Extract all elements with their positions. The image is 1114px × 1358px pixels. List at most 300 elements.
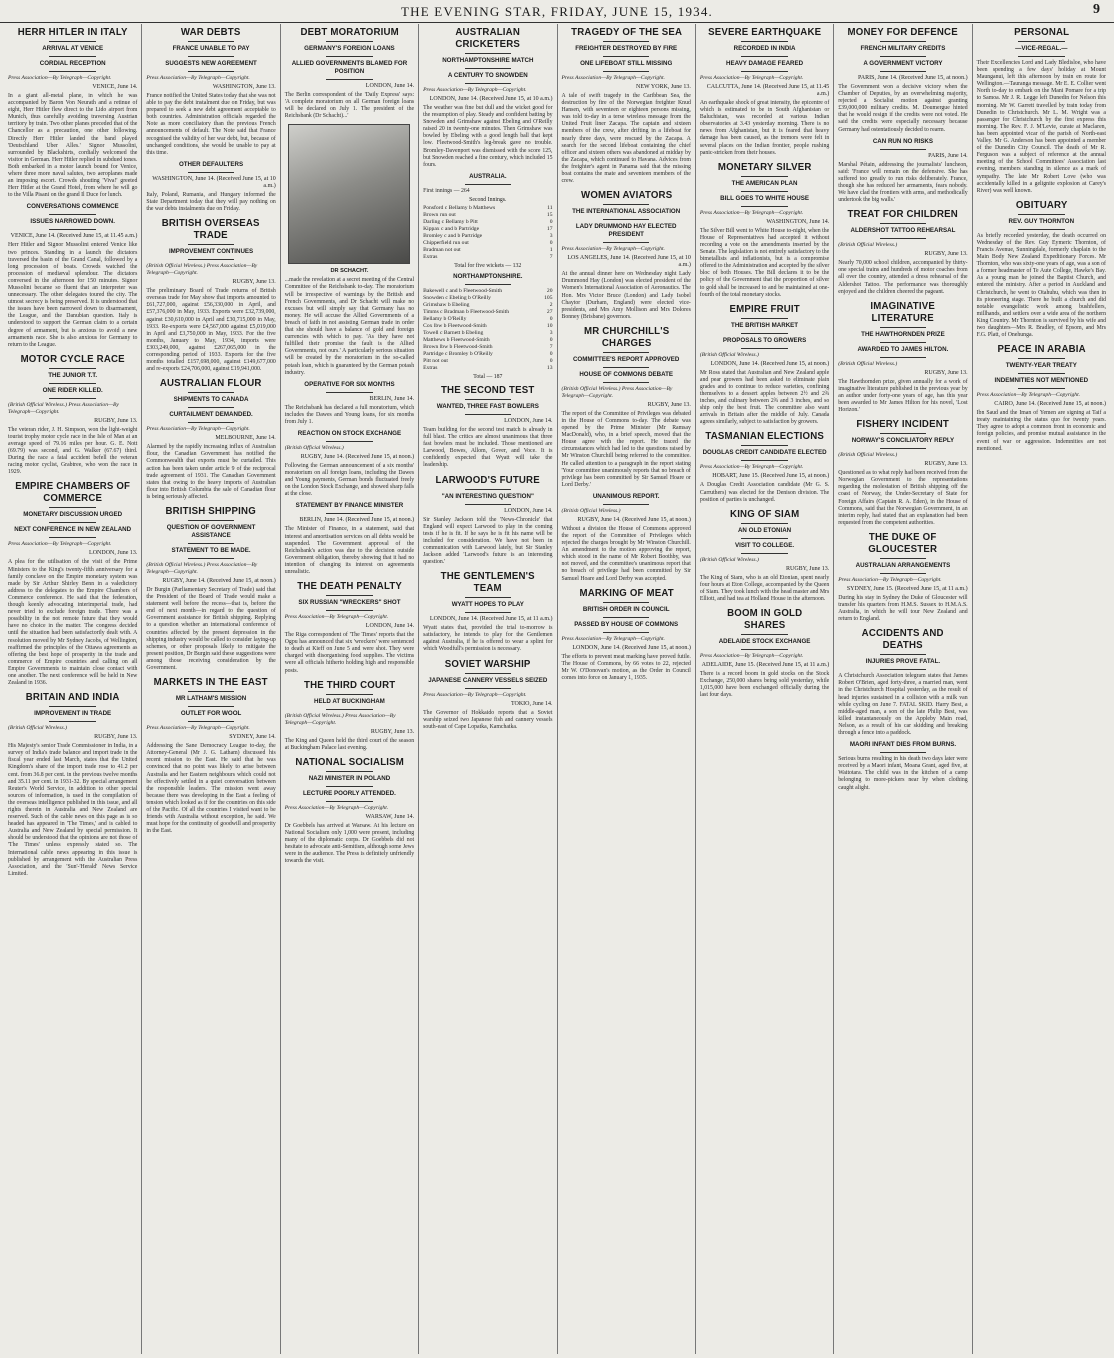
subhead-rule: [741, 649, 788, 650]
article-subhead: LECTURE POORLY ATTENDED.: [303, 789, 396, 797]
batsman-cell: Bakewell c and b Fleetwood-Smith: [423, 287, 503, 294]
batsman-cell: Cox lbw b Fleetwood-Smith: [423, 322, 487, 329]
article-body: In a giant all-metal plane, in which he was accompanied by Baron Von Neurath and a retinue of eight, Herr Hitler flew direct to the Lido airport from Munich, thus carefully avoiding traversing Austrian territory by train. Two other planes preceded that of the Chancellor as a precaution, one other following. Directly Herr Hitler landed the band played 'Deutschland Uber Alles.' Signor Mussolini, surrounded by Blackshirts, cordially welcomed the visitor in German. Herr Hitler replied in subdued tones. Both embarked in a motor launch bound for Venice, where three more naval salutes, two aeroplanes made an imposing escort. Crowds shouting 'Viva!' greeted Herr Hitler at the Grand Hotel, from where he will go to the Villa Pisani on the grand Il Duce for lunch.: [8, 93, 138, 199]
headline-rule: [465, 597, 512, 598]
press-credit: Press Association—By Telegraph—Copyright.: [699, 75, 804, 81]
article-subhead: SHIPMENTS TO CANADA: [173, 396, 249, 404]
scoreboard-table: [423, 288, 552, 372]
article: [423, 273, 552, 380]
dateline: SYDNEY, June 14.: [229, 734, 276, 741]
runs-cell: 1: [549, 246, 553, 253]
subhead-rule: [1018, 388, 1065, 389]
runs-cell: 0: [549, 350, 553, 357]
article: [146, 505, 275, 672]
runs-cell: 7: [549, 343, 553, 350]
article-headline: OBITUARY: [1015, 198, 1068, 211]
subhead-rule: [326, 709, 373, 710]
article-subhead: VISIT TO COLLEGE.: [735, 541, 795, 549]
article-body: Addressing the Sane Democracy League to-day, the Attorney-General (Mr J. G. Latham) discussed his recent mission to the East. He said that he was convinced that no point was likely to arise between Australia and her Eastern neighbours which could not be effectively settled in a quiet conversation between the responsible leaders. The mission went away because there was developing in the East a feeling of tension which looked as if for the countries on this side of the Pacific. Of all the countries I visited want to be friends with Australia without exception, he said. We must hope for the continuity of goodwill and prosperity in the East.: [146, 743, 276, 835]
article-headline: MONETARY SILVER: [717, 160, 812, 173]
article: [562, 26, 691, 185]
article-subhead: QUESTION OF GOVERNMENT ASSISTANCE: [166, 524, 256, 539]
headline-rule: [741, 445, 788, 446]
subhead-rule: [465, 184, 512, 185]
photo-caption: DR SCHACHT.: [330, 268, 369, 275]
article-body: The King of Siam, who is an old Etonian, spent nearly four hours at Eton College, accompanied by the Queen of Siam. They took lunch with the head master and Mrs Elliott, and had tea at Holland House in the afternoon.: [699, 574, 830, 602]
subhead-rule: [49, 229, 96, 230]
subhead-rule: [603, 219, 650, 220]
article-headline: DEBT MORATORIUM: [300, 26, 399, 38]
article-subhead: INDEMNITIES NOT MENTIONED: [994, 377, 1089, 385]
article: [977, 343, 1106, 453]
article-body: Their Excellencies Lord and Lady Bledisloe, who have been spending a few days' holiday at Mount Maunganui, left this afternoon by train en route for Wellington.—Tauranga message. Mr E. E. Collier went North to-day to embark on the Mani Pomare for a trip to Samoa. Mr J. R. Legge left Dunedin for Nelson this morning. Mr W. Garrett travelled by train today from Dunedin to Christchurch. Mr L. M. Wright was a passenger for Christchurch by the first express this morning. The Rev. F. J. M'Levie, curate at Maclaren, has been appointed vicar of the parish of North-east Valley. Mr G. Anderson has been appointed a member of the Dunedin City Council. The death of Mr R. Ferguson was a subject of reference at the annual meeting of the School Committees' Association last evening, members standing in silence as a mark of sympathy. The late Mr Robert Love (who was accidentally killed in a gelignite explosion at Carey's River) was well known.: [976, 60, 1106, 194]
article: [146, 676, 275, 835]
article: [8, 353, 137, 477]
article-headline: THE SECOND TEST: [441, 383, 535, 396]
batsman-cell: Extras: [423, 253, 438, 260]
article-body: A plea for the utilisation of the visit of the Prime Ministers to the King's twenty-fifth anniversary for a family conclave on the Empire monetary system was made by Sir Arthur Shirley Benn in a valedictory address to the delegates to the Empire Chambers of Commerce conference. He said that the federation, though keenly advocating interimperial trade, had never tried to exclude foreign trade. There was a possibility in the not remote future that they would have no choice in the matter. The congress decided until the situation had been satisfactorily dealt with. A resolution moved by Mr Sydney Jacobs, of Wellington, reaffirmed the principles of the Ottawa agreements as offering the best hope of prosperity in the trade and commerce of Empire countries and calling on all Empire Governments to maintain close contact with one another. The next conference will be held in New Zealand in 1936.: [8, 559, 138, 687]
headline-rule: [465, 489, 512, 490]
runs-cell: 0: [549, 357, 553, 364]
article-subhead: TWENTY-YEAR TREATY: [1005, 362, 1077, 370]
article-subhead: NORTHAMPTONSHIRE MATCH: [442, 57, 534, 64]
article: [146, 26, 275, 157]
article: [8, 480, 137, 687]
subhead-rule: [741, 538, 788, 539]
article-headline: MR CHURCHILL'S CHARGES: [583, 324, 669, 349]
press-credit: (British Official Wireless.): [699, 556, 759, 563]
dateline: LONDON, June 14.: [504, 417, 553, 424]
scoreboard-row: [423, 288, 552, 295]
article-subhead: STATEMENT BY FINANCE MINISTER: [295, 502, 404, 510]
article-subhead: INJURIES PROVE FATAL.: [865, 658, 941, 666]
article-headline: BOOM IN GOLD SHARES: [726, 607, 803, 632]
article-subhead: THE JUNIOR T.T.: [48, 371, 98, 379]
article-body: A Douglas Credit Association candidate (Mr G. S. Carruthers) was elected for the Denison division. The position of parties is unchanged.: [699, 482, 830, 503]
subhead-rule: [326, 786, 373, 787]
article: [285, 381, 414, 426]
article: [700, 303, 829, 427]
article-headline: BRITISH OVERSEAS TRADE: [162, 217, 261, 242]
dateline: WASHINGTON, June 13.: [212, 84, 276, 90]
article-subhead: UNANIMOUS REPORT.: [592, 492, 660, 500]
subhead-rule: [49, 522, 96, 523]
dateline: LONDON, June 14.: [365, 83, 415, 89]
article-subhead: IMPROVEMENT CONTINUES: [168, 248, 254, 256]
article-body: The preliminary Board of Trade returns of British overseas trade for May show that imports amounted to £61,727,000, against £56,330,000 in April, and £57,376,000 in May, 1933. Exports were £32,739,000, against £30,610,000 in April and £30,715,000 in May, 1933. Re-exports were £4,567,000 against £5,019,000 in April and £3,750,000 in May, 1933. For the five months, January to May, 1934, imports were £303,249,000, against £267,065,000 in the corresponding period of 1933. Exports for the five months totalled £157,698,000, against £149,677,000 and re-exports £24,706,000, against £19,941,000.: [146, 288, 276, 373]
article-headline: NATIONAL SOCIALISM: [295, 755, 404, 768]
dateline: WASHINGTON, June 14.: [766, 218, 830, 225]
article-body: The Berlin correspondent of the 'Daily Express' says: 'A complete moratorium on all German foreign loans will be declared on July 1. The president of the Reichsbank (Dr Schacht)...': [284, 92, 415, 120]
subhead-rule: [880, 71, 927, 72]
headline-rule: [465, 673, 512, 674]
article-subhead: ONE LIFEBOAT STILL MISSING: [580, 60, 673, 67]
headline-rule: [880, 654, 927, 655]
press-credit: Press Association—By Telegraph—Copyright.: [146, 725, 250, 732]
article-subhead: MONETARY DISCUSSION URGED: [23, 511, 123, 519]
subhead-rule: [188, 422, 235, 423]
scoreboard-row: [423, 316, 552, 323]
press-credit: (British Official Wireless.): [838, 452, 898, 459]
subhead-rule: [1018, 229, 1065, 230]
article-headline: LARWOOD'S FUTURE: [435, 473, 540, 486]
article-body: The veteran rider, J. H. Simpson, won the light-weight tourist trophy motor cycle race in the Isle of Man at an average speed of 79.16 miles per hour. G. E. Nott (69.79) was second, and G. Walker (67.67) third. During the race a fatal accident befell the veteran racing motor cyclist, Grabtree, who won the race in 1929.: [8, 426, 138, 476]
dateline: LOS ANGELES, June 14. (Received June 15, at 10 a.m.): [567, 255, 691, 269]
subhead-rule: [603, 56, 650, 57]
subhead-rule: [880, 357, 927, 358]
press-credit: Press Association—By Telegraph—Copyright.: [838, 576, 942, 583]
subhead-rule: [188, 558, 235, 559]
headline-rule: [1018, 358, 1065, 359]
article-subhead: OUTLET FOR WOOL: [180, 710, 242, 718]
article-headline: EMPIRE CHAMBERS OF COMMERCE: [15, 480, 131, 505]
dateline: RUGBY, June 13.: [924, 369, 968, 376]
article-headline: THE GENTLEMEN'S TEAM: [440, 570, 535, 595]
batsman-cell: Grimshaw b Ebeling: [423, 301, 470, 308]
article: [423, 173, 552, 269]
press-credit: Press Association—By Telegraph—Copyright.: [699, 464, 804, 471]
headline-rule: [465, 399, 512, 400]
article-body: A Christchurch Association telegram states that James Robert O'Brien, aged forty-three, a married man, went in the Christchurch Hospital yesterday, as the result of head injuries sustained in a collision with a milk van while cycling on June 7. FATAL SKID. Harry Best, a middle-aged man, a son of the late Philip Best, was killed instantaneously on the Appleby Main road, Nelson, as a result of his car skidding and breaking through a fence into a paddock.: [838, 673, 968, 737]
headline-rule: [49, 507, 96, 508]
headline-rule: [603, 41, 650, 42]
dateline: RUGBY, June 13.: [94, 417, 138, 424]
article: [423, 658, 552, 731]
article: [700, 508, 829, 603]
subhead-rule: [741, 191, 788, 192]
subhead-rule: [49, 56, 96, 57]
page-number: 9: [1093, 2, 1100, 17]
article-subhead: FRANCE UNABLE TO PAY: [172, 45, 250, 52]
headline-rule: [741, 176, 788, 177]
runs-cell: 10: [546, 322, 553, 329]
subhead-rule: [741, 333, 788, 334]
article: [8, 26, 137, 199]
article-body: Italy, Poland, Rumania, and Hungary informed the State Department today that they will pay nothing on the war debts instalments due on Friday.: [146, 191, 276, 213]
article: [838, 418, 967, 527]
press-credit: (British Official Wireless.): [561, 507, 621, 514]
article-body: The King and Queen held the third court of the season at Buckingham Palace last evening.: [284, 737, 415, 751]
article-headline: TASMANIAN ELECTIONS: [705, 430, 824, 443]
dateline: RUGBY, June 13.: [924, 461, 968, 468]
dateline: LONDON, June 13.: [89, 550, 138, 557]
subhead-rule: [188, 407, 235, 408]
headline-rule: [49, 706, 96, 707]
article-body: Marshal Pétain, addressing the journalists' luncheon, said: 'France will remain on the defensive. She has suffered too greatly to run risks deliberately. France, though she has reduced her armaments, fears nobody. We have clad the frontiers with arms, and methodically undertook the big walls.': [838, 161, 968, 204]
runs-cell: 0: [549, 218, 553, 225]
article: [285, 430, 414, 498]
article-headline: BRITISH SHIPPING: [165, 505, 257, 517]
subhead-rule: [1018, 373, 1065, 374]
subhead-rule: [880, 752, 927, 753]
batsman-cell: Brown lbw b Fleetwood-Smith: [423, 343, 493, 350]
subhead-rule: [188, 71, 235, 72]
dateline: LONDON, June 14. (Received June 15, at 10 a.m.): [429, 96, 553, 102]
batsman-cell: Timms c Bradman b Fleetwood-Smith: [423, 308, 510, 315]
article-headline: THE THIRD COURT: [303, 678, 396, 691]
press-credit: (British Official Wireless.) Press Association—By Telegraph—Copyright.: [146, 562, 258, 575]
batsman-cell: Bellamy b O'Reilly: [423, 315, 467, 322]
article: [423, 384, 552, 470]
article: [700, 607, 829, 699]
article-body: The weather was fine but dull and the wicket good for the resumption of play. Steady and confident batting by Snowden and Grimshaw against Ebeling and O'Reilly raised 20 in twenty-one minutes. Then Grimshaw was bowled by Ebeling with a good length ball that kept low. Fleetwood-Smith's leg-break gave no trouble. Bromley-Davenport was dismissed with the score 125, but Snowden reached a fine century, which included 15 fours.: [423, 105, 553, 168]
subhead-rule: [465, 83, 512, 84]
article-headline: MONEY FOR DEFENCE: [847, 26, 959, 38]
column-8: [973, 24, 1110, 1354]
headline-rule: [880, 223, 927, 224]
press-credit: Press Association—By Telegraph—Copyright.: [423, 87, 527, 93]
press-credit: (British Official Wireless.): [838, 242, 898, 249]
article-body: Following the German announcement of a six months' moratorium on all foreign loans, including the Dawes and Young payments, German bonds fluctuated freely on the London Stock Exchange, and showed sharp falls at the close.: [284, 462, 415, 498]
subhead-rule: [741, 553, 788, 554]
article-subhead: STATEMENT TO BE MADE.: [171, 547, 251, 554]
subhead-rule: [880, 448, 927, 449]
scoreboard-row: [423, 219, 552, 226]
article-body: The Silver Bill went to White House to-night, when the House of Representatives had accepted it without recording a vote on the amendments inserted by the Senate. The legislation is not entirely satisfactory to the bimetallists and inflationists, but is a compromise offered to the Administration and accepted by the silver bloc of both Houses. The Bill declares it to be the policy of the Government that the proportion of silver to gold shall be increased to and be maintained at one-fourth of the total monetary stocks.: [699, 227, 830, 298]
runs-cell: 7: [549, 253, 553, 260]
article-subhead: THE HAWTHORNDEN PRIZE: [861, 330, 945, 338]
article-body: Alarmed by the rapidly increasing influx of Australian flour, the Canadian Government has notified the Commonwealth that exports must be curtailed. This action has been taken under article 9 of the reciprocal trade agreement of 1931. The Canadian Government states that owing to the heavy imports of Australian flour into British Columbia the sale of Canadian flour is being seriously affected.: [146, 444, 276, 500]
article-subhead: BRITISH ORDER IN COUNCIL: [582, 605, 670, 613]
dateline: RUGBY, June 14. (Received June 15, at noon.): [300, 453, 415, 460]
subhead-rule: [465, 284, 512, 285]
article-subhead: ALLIED GOVERNMENTS BLAMED FOR POSITION: [291, 60, 408, 75]
scoreboard-row: [423, 212, 552, 219]
subhead-rule: [741, 460, 788, 461]
article-body: Team building for the second test match is already in full blast. The critics are almost unanimous that three fast bowlers must be included. Those mentioned are Larwood, Bowes, Allom, Gover, and Voce. It is confidently expected that Wyatt will take the leadership.: [423, 426, 553, 469]
press-credit: Press Association—By Telegraph—Copyright.: [561, 635, 665, 642]
article-subhead: FREIGHTER DESTROYED BY FIRE: [575, 45, 678, 52]
scoreboard-row: [423, 233, 552, 240]
runs-cell: 13: [546, 364, 553, 371]
headline-rule: [465, 53, 512, 54]
article-subhead: PROPOSALS TO GROWERS: [722, 336, 807, 344]
article-headline: KING OF SIAM: [729, 507, 800, 520]
article: [562, 493, 691, 583]
headline-rule: [741, 523, 788, 524]
article-headline: MARKING OF MEAT: [579, 586, 674, 599]
article: [700, 430, 829, 503]
article-body: His Majesty's senior Trade Commissioner in India, in a survey of India's trade balance and import trade in the fiscal year ended last March, states that the United Kingdom's share of the import trade rose to 41.2 per cent. from 36.8 per cent. in the previous twelve months and 35.11 per cent. in 1931-32. By special arrangement Reuter's World Service, in addition to other special sources of information, is used in the compilation of the overseas intelligence published in this issue, and all rights therein in Australia and New Zealand are reserved. Such of the cable news on this page as is so headed has appeared in 'The Times,' and is cabled to Australia and New Zealand by special permission. It should be understood that the opinions are not those of 'The Times' unless expressly stated so. The International cable news appearing in this issue is published by arrangement with the Australian Press Association, and the 'Sun'-'Herald' News Service Limited.: [8, 743, 138, 877]
subhead-rule: [603, 367, 650, 368]
subhead-rule: [741, 206, 788, 207]
article: [285, 679, 414, 752]
article: [838, 208, 967, 295]
article-headline: ACCIDENTS AND DEATHS: [861, 627, 944, 652]
headline-rule: [603, 352, 650, 353]
subhead-rule: [326, 801, 373, 802]
subhead-rule: [188, 721, 235, 722]
headline-rule: [326, 41, 373, 42]
press-credit: Press Association—By Telegraph—Copyright.: [8, 541, 112, 548]
subhead-rule: [741, 71, 788, 72]
subhead-rule: [326, 79, 373, 80]
article: [285, 502, 414, 576]
press-credit: Press Association—By Telegraph—Copyright.: [8, 75, 112, 81]
article-subhead: SIX RUSSIAN "WRECKERS" SHOT: [298, 599, 401, 607]
scoreboard-row: [423, 337, 552, 344]
batsman-cell: Partridge c Bromley b O'Reilly: [423, 350, 493, 357]
press-credit: (British Official Wireless.): [8, 725, 67, 732]
article-body: Dr Goebbels has arrived at Warsaw. At his lecture on National Socialism only 1,000 were present, including many of the diplomatic corps. Dr Goebbels did not hesitate to advocate anti-Semitism, although some Jews were in the audience. The Press is definitely unfriendly towards the visit.: [284, 822, 415, 865]
scoreboard-table: [423, 205, 552, 261]
article-body: The efforts to prevent meat marking have proved futile. The House of Commons, by 66 votes to 22, rejected Mr W. O'Donovan's motion, as the Order in Council comes into force on January 1, 1935.: [561, 653, 691, 681]
subhead-rule: [326, 392, 373, 393]
dateline: RUGBY, June 13.: [232, 279, 276, 286]
batsman-cell: Bromley c and b Partridge: [423, 232, 483, 239]
article-subhead: FRENCH MILITARY CREDITS: [860, 45, 946, 52]
article: [423, 26, 552, 169]
article-subhead: NORWAY'S CONCILIATORY REPLY: [851, 437, 955, 445]
article: [146, 161, 275, 213]
article-subhead: DOUGLAS CREDIT CANDIDATE ELECTED: [702, 449, 827, 457]
score-title: Second Innings.: [469, 196, 507, 203]
article-body: Ibn Saud and the Iman of Yemen are signing at Taif a treaty maintaining the status quo for twenty years. They agree to adopt a common front in economic and foreign policies, and promise mutual assistance in the event of war or aggression. Indemnities are not mentioned.: [976, 410, 1106, 452]
headline-rule: [880, 327, 927, 328]
article-subhead: WANTED, THREE FAST BOWLERS: [436, 402, 539, 410]
batsman-cell: Brown run out: [423, 211, 456, 218]
dateline: HOBART, June 15. (Received June 15, at noon.): [712, 473, 830, 480]
press-credit: Press Association—By Telegraph—Copyright.: [423, 691, 527, 698]
press-credit: Press Association—By Telegraph—Copyright.: [284, 804, 389, 811]
article-body: During his stay in Sydney the Duke of Gloucester will transfer his quarters from H.M.S. Sussex to H.M.A.S. Australia, in which he will tour New Zealand and return to England.: [838, 594, 968, 623]
article-headline: PEACE IN ARABIA: [997, 343, 1086, 356]
batsman-cell: Matthews b Fleetwood-Smith: [423, 336, 490, 343]
runs-cell: 0: [549, 315, 553, 322]
article-subhead: WYATT HOPES TO PLAY: [451, 601, 524, 609]
article-subhead: AUSTRALIAN ARRANGEMENTS: [855, 561, 951, 569]
score-total: Total for five wickets — 132: [454, 262, 522, 269]
article-body: First innings — 264: [423, 187, 470, 194]
dateline: TOKIO, June 14.: [510, 700, 553, 707]
article: [700, 161, 829, 299]
headline-rule: [603, 602, 650, 603]
subhead-rule: [1018, 56, 1065, 57]
article-body: ...made the revelation at a secret meeting of the Central Committee of the Reichsbank to-day. The moratorium will be irrespective of warnings by the British and French Governments, and Dr Schacht will make no excuses but will simply say that Germany has no money. He will accuse the Allied Governments of a breach of faith in not assisting German trade in order that she should have a balance of gold and foreign currencies with which to pay. 'As they have not fulfilled their promise the fault is the Allied Governments, not ours.' A particularly serious situation will be created by the moratorium in the so-called potash loan, which is guaranteed by the German potash industry.: [284, 277, 415, 376]
subhead-rule: [49, 71, 96, 72]
subhead-rule: [880, 238, 927, 239]
headline-rule: [741, 318, 788, 319]
subhead-rule: [880, 573, 927, 574]
article-body: An earthquake shock of great intensity, the epicentre of which is estimated to be in South Afghanistan or Baluchistan, was recorded at various Indian observatories at 3.43 yesterday morning. There is no news from Afghanistan, but it is feared that heavy damage has been caused, as the tremors were felt in several places on the Indian frontier, people rushing panic-stricken from their houses.: [699, 100, 830, 156]
article-body: The Governor of Hokkaido reports that a Soviet warship seized two Japanese fish and cannery vessels south-east of Cape Lopatka, Kamchatka.: [423, 709, 553, 730]
article-subhead: HELD AT BUCKINGHAM: [314, 697, 385, 705]
article-body: France notified the United States today that she was not able to pay the debt instalment due on Friday, but was prepared to seek a new debt agreement acceptable to both countries. Administration officials regarded the Note as more conciliatory than the previous French announcements of default. The Note said that France recognised the validity of her war debt, but, because of unchanged conditions, she would be unable to pay at this time.: [146, 93, 276, 156]
subhead-rule: [49, 383, 96, 384]
press-credit: (British Official Wireless.) Press Association—By Telegraph—Copyright.: [284, 712, 396, 726]
article-headline: SOVIET WARSHIP: [444, 657, 531, 670]
dateline: SYDNEY, June 15. (Received June 15, at 11 a.m.): [846, 585, 968, 592]
article-subhead: CURTAILMENT DEMANDED.: [169, 411, 253, 419]
runs-cell: 27: [546, 308, 553, 315]
dateline: RUGBY, June 13.: [94, 734, 138, 741]
scoreboard-row: [423, 295, 552, 302]
article-subhead: HOUSE OF COMMONS DEBATE: [579, 370, 674, 378]
press-credit: Press Association—By Telegraph—Copyright.: [699, 653, 804, 660]
article-subhead: —VICE-REGAL.—: [1015, 45, 1068, 52]
subhead-rule: [603, 504, 650, 505]
article: [838, 26, 967, 134]
article: [977, 199, 1106, 339]
article-subhead: CONVERSATIONS COMMENCE: [26, 203, 119, 211]
article-headline: MARKETS IN THE EAST: [154, 676, 269, 689]
column-2: [142, 24, 280, 1354]
dateline: CAIRO, June 14. (Received June 15, at noon.): [994, 401, 1106, 408]
article-subhead: OTHER DEFAULTERS: [178, 160, 244, 168]
batsman-cell: Kippax c and b Partridge: [423, 225, 480, 232]
article-headline: WAR DEBTS: [181, 26, 241, 38]
headline-rule: [188, 392, 235, 393]
press-credit: (British Official Wireless.) Press Association—By Telegraph—Copyright.: [561, 385, 673, 399]
dateline: LONDON, June 14. (Received June 15, at noon.): [572, 644, 691, 651]
dateline: BERLIN, June 14.: [369, 395, 415, 402]
column-5: [558, 24, 696, 1354]
article-subhead: ISSUES NARROWED DOWN.: [30, 218, 115, 226]
article-headline: IMAGINATIVE LITERATURE: [870, 299, 936, 324]
article-subhead: ARRIVAL AT VENICE: [42, 45, 104, 52]
headline-rule: [880, 41, 927, 42]
article-subhead: PASSED BY HOUSE OF COMMONS: [574, 620, 679, 628]
article: [838, 138, 967, 205]
subhead-rule: [603, 242, 650, 243]
article-body: Nearly 70,000 school children, accompanied by thirty-one special trains and hundreds of motor coaches from all over the country, attended a dress rehearsal of the Aldershot Tattoo. The performance was thoroughly enjoyed and the children cheered the pageant.: [838, 260, 968, 295]
article: [285, 124, 414, 376]
press-credit: (British Official Wireless.): [699, 351, 759, 358]
dateline: RUGBY, June 13.: [924, 251, 968, 258]
press-credit: (British Official Wireless.): [284, 444, 344, 451]
article-subhead: THE BRITISH MARKET: [731, 321, 799, 329]
subhead-rule: [880, 342, 927, 343]
article-headline: AUSTRALIAN FLOUR: [160, 377, 262, 390]
subhead-rule: [465, 414, 512, 415]
subhead-rule: [465, 68, 512, 69]
headline-rule: [326, 595, 373, 596]
scoreboard-row: [423, 351, 552, 358]
article-body: The report of the Committee of Privileges was debated in the House of Commons to-day. The debate was opened by the Prime Minister (Mr Ramsay MacDonald), who, in a brief speech, moved that the House agree with the report. He traced the circumstances which had led to the questions raised by Mr Winston Churchill being referred to the committee. He called attention to a paragraph in the report stating 'Your committee unanimously reports that no breach of privilege has been committed by Sir Samuel Hoare or Lord Derby.': [561, 410, 691, 488]
batsman-cell: Bradman not out: [423, 246, 461, 253]
article-headline: EMPIRE FRUIT: [729, 302, 800, 315]
article-body: Mr Ross stated that Australian and New Zealand apple and pear growers had been asked to eliminate plain grades and to continue to reduce varieties, confining themselves to a dessert apples between 2½ and 2¾ inches, and culinary between 2¾ and 3 inches, and so ship only the best fruit. The committee also want arrivals in Britain after the middle of July. Canada agrees similarly, subject to satisfaction by growers.: [699, 369, 830, 426]
headline-rule: [326, 694, 373, 695]
article-subhead: GERMANY'S FOREIGN LOANS: [304, 45, 395, 52]
article-subhead: IMPROVEMENT IN TRADE: [34, 710, 112, 718]
subhead-rule: [188, 543, 235, 544]
headline-rule: [188, 520, 235, 521]
article-subhead: REV. GUY THORNTON: [1008, 217, 1075, 225]
press-credit: Press Association—By Telegraph—Copyright.: [699, 209, 804, 216]
article-subhead: RECORDED IN INDIA: [733, 45, 796, 52]
article-body: There is a record boom in gold stocks on the Stock Exchange, 250,000 shares being sold yesterday, while 1,015,000 have been exchanged officially during the last four days.: [699, 671, 830, 699]
runs-cell: 17: [546, 225, 553, 232]
article: [977, 26, 1106, 195]
dateline: WASHINGTON, June 14. (Received June 15, at 10 a.m.): [152, 175, 276, 189]
score-total: Total — 187: [473, 373, 503, 380]
article-subhead: AN OLD ETONIAN: [737, 526, 792, 534]
subhead-rule: [326, 441, 373, 442]
subhead-rule: [188, 172, 235, 173]
runs-cell: 0: [549, 239, 553, 246]
press-credit: Press Association—By Telegraph—Copyright.: [146, 426, 250, 433]
article-subhead: CORDIAL RECEPTION: [39, 60, 106, 67]
article-headline: BRITAIN AND INDIA: [25, 691, 120, 704]
subhead-rule: [326, 513, 373, 514]
article: [838, 300, 967, 414]
subhead-rule: [465, 688, 512, 689]
article-subhead: ONE RIDER KILLED.: [42, 386, 103, 394]
batsman-cell: Extras: [423, 364, 438, 371]
press-credit: Press Association—By Telegraph—Copyright.: [284, 614, 389, 621]
headline-rule: [49, 41, 96, 42]
